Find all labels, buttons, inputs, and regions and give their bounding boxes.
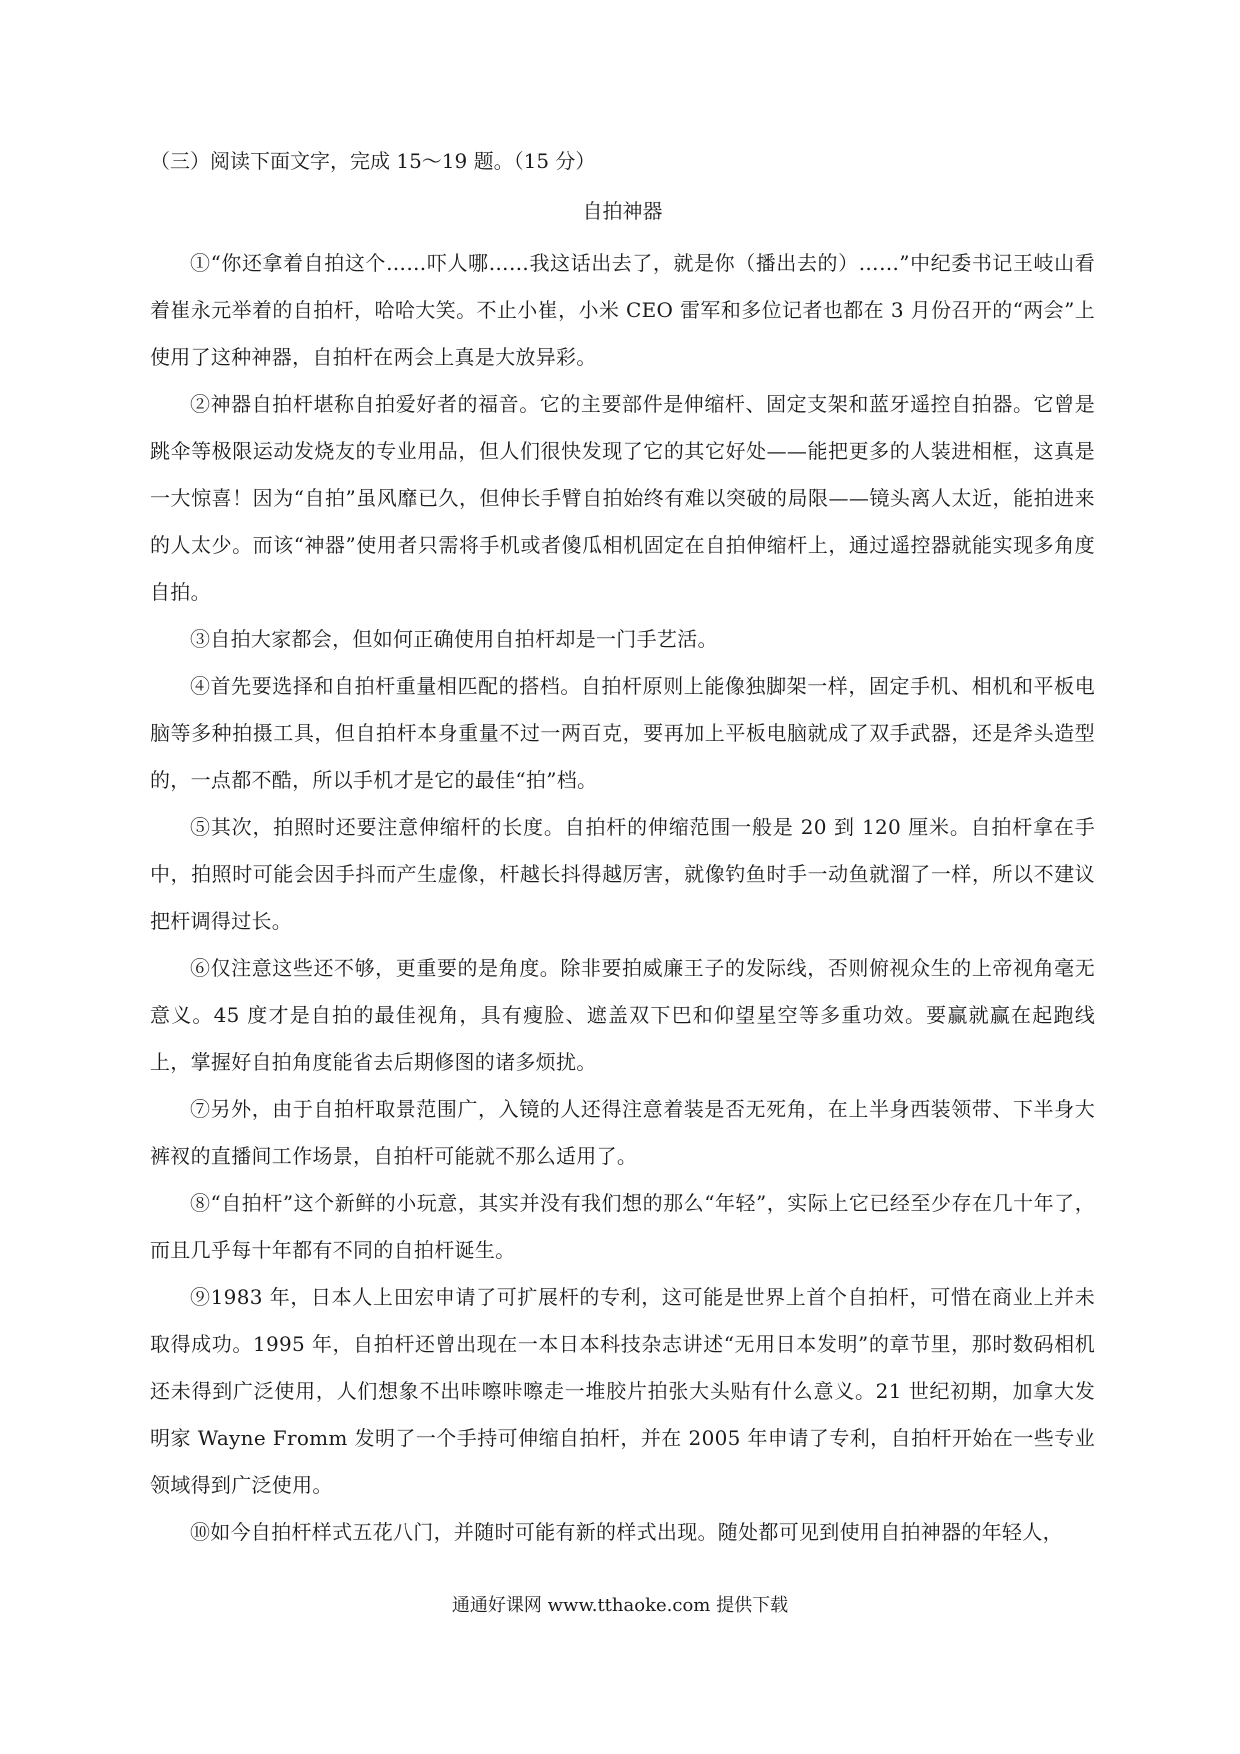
paragraph-10: ⑩如今自拍杆样式五花八门，并随时可能有新的样式出现。随处都可见到使用自拍神器的年轻人， xyxy=(190,1520,1063,1544)
paragraph-4: ④首先要选择和自拍杆重量相匹配的搭档。自拍杆原则上能像独脚架一样，固定手机、相机和平板电脑等多种拍摄工具，但自拍杆本身重量不过一两百克，要再加上平板电脑就成了双手武器，还是斧头造型的，一点都不酷，所以手机才是它的最佳“拍”档。 xyxy=(150,674,1095,792)
page-footer: 通通好课网 www.tthaoke.com 提供下载 xyxy=(451,1595,789,1616)
paragraph-7: ⑦另外，由于自拍杆取景范围广，入镜的人还得注意着装是否无死角，在上半身西装领带、下半身大裤衩的直播间工作场景，自拍杆可能就不那么适用了。 xyxy=(150,1097,1095,1168)
paragraph-9: ⑨1983 年，日本人上田宏申请了可扩展杆的专利，这可能是世界上首个自拍杆，可惜在商业上并未取得成功。1995 年，自拍杆还曾出现在一本日本科技杂志讲述“无用日本发明”的章节里，那时数码相机还未得到广泛使用，人们想象不出咔嚓咔嚓走一堆胶片拍张大头贴有什么意义。21 世纪初期，加拿大发明家 Wayne Fromm 发明了一个手持可伸缩自拍杆，并在 2005 年申请了专利，自拍杆开始在一些专业领域得到广泛使用。 xyxy=(150,1285,1095,1497)
section-heading: （三）阅读下面文字，完成 15～19 题。（15 分） xyxy=(150,149,596,173)
paragraph-1: ①“你还拿着自拍这个……吓人哪……我这话出去了，就是你（播出去的）……”中纪委书记王岐山看着崔永元举着的自拍杆，哈哈大笑。不止小崔，小米 CEO 雷军和多位记者也都在 3 月份召开的“两会”上使用了这种神器，自拍杆在两会上真是大放异彩。 xyxy=(150,251,1095,369)
paragraph-2: ②神器自拍杆堪称自拍爱好者的福音。它的主要部件是伸缩杆、固定支架和蓝牙遥控自拍器。它曾是跳伞等极限运动发烧友的专业用品，但人们很快发现了它的其它好处——能把更多的人装进相框，这真是一大惊喜！因为“自拍”虽风靡已久，但伸长手臂自拍始终有难以突破的局限——镜头离人太近，能拍进来的人太少。而该“神器”使用者只需将手机或者傻瓜相机固定在自拍伸缩杆上，通过遥控器就能实现多角度自拍。 xyxy=(150,392,1095,604)
paragraph-8: ⑧“自拍杆”这个新鲜的小玩意，其实并没有我们想的那么“年轻”，实际上它已经至少存在几十年了，而且几乎每十年都有不同的自拍杆诞生。 xyxy=(150,1191,1095,1262)
document-body xyxy=(150,146,1095,1556)
paragraph-6: ⑥仅注意这些还不够，更重要的是角度。除非要拍威廉王子的发际线，否则俯视众生的上帝视角毫无意义。45 度才是自拍的最佳视角，具有瘦脸、遮盖双下巴和仰望星空等多重功效。要赢就赢在起跑线上，掌握好自拍角度能省去后期修图的诸多烦扰。 xyxy=(150,956,1095,1074)
paragraph-5: ⑤其次，拍照时还要注意伸缩杆的长度。自拍杆的伸缩范围一般是 20 到 120 厘米。自拍杆拿在手中，拍照时可能会因手抖而产生虚像，杆越长抖得越厉害，就像钓鱼时手一动鱼就溜了一样，所以不建议把杆调得过长。 xyxy=(150,815,1095,933)
article-title: 自拍神器 xyxy=(582,199,663,223)
paragraph-3: ③自拍大家都会，但如何正确使用自拍杆却是一门手艺活。 xyxy=(190,627,718,651)
